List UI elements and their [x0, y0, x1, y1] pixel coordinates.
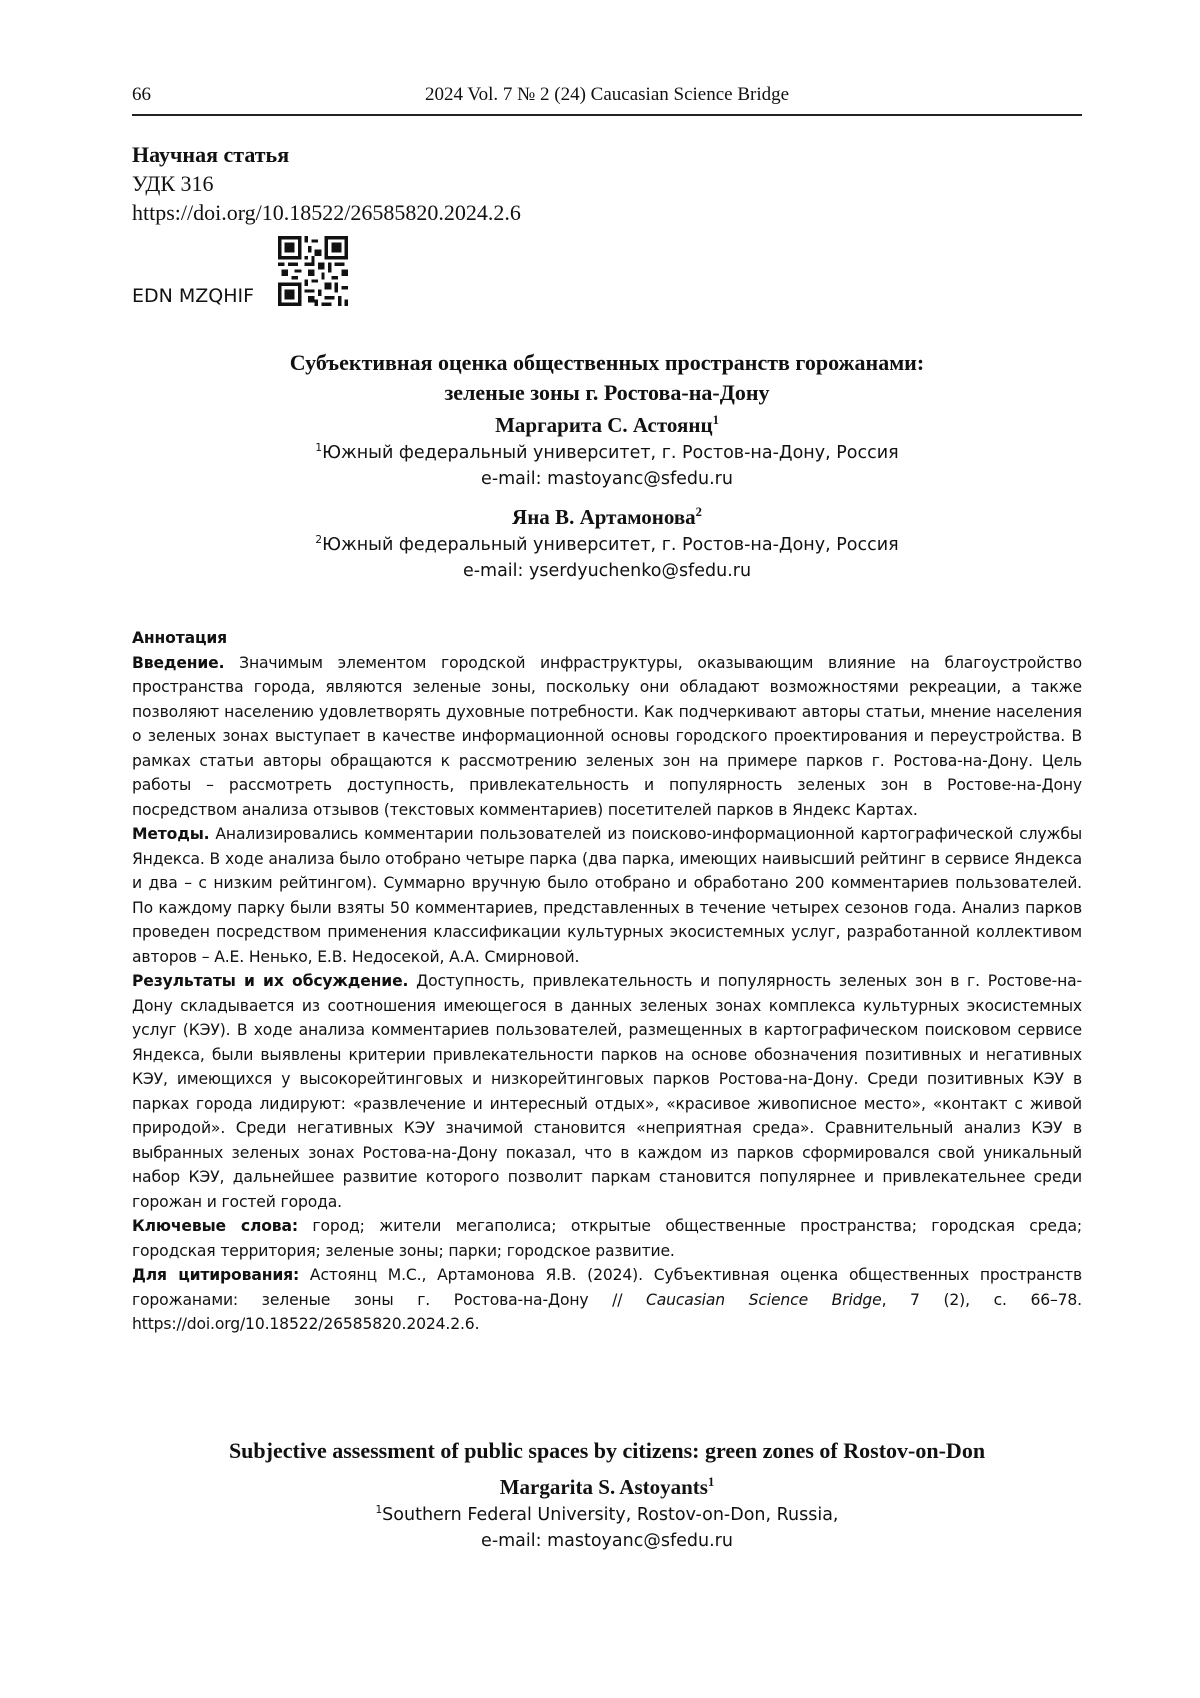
edn-code: EDN MZQHIF [132, 285, 255, 307]
author-name: Яна В. Артамонова$^2$ [512, 505, 702, 529]
page-number: 66 [132, 84, 151, 105]
article-title-ru [132, 348, 1082, 408]
abstract-methods: Методы. Анализировались комментарии пользователей из поисково-информационной картографической службы Яндекса. В ходе анализа было отобрано четыре парка (два парка, имеющих наивысший рейтинг в сервисе Яндекса и два – с низким рейтингом). Суммарно вручную было отобрано и обработано 200 комментариев пользователей. По каждому парку были взяты 50 комментариев, представленных в течение четырех сезонов года. Анализ парков проведен посредством применения классификации культурных экосистемных услуг, разработанной коллективом авторов – А.Е. Ненько, Е.В. Недосекой, А.А. Смирновой. [132, 825, 1082, 966]
journal-title: 2024 Vol. 7 № 2 (24) Caucasian Science Bridge [424, 84, 790, 105]
author-1-block [132, 410, 1082, 492]
doi-link[interactable]: https://doi.org/10.18522/26585820.2024.2.6 [132, 200, 521, 225]
article-title-en: Subjective assessment of public spaces by citizens: green zones of Rostov-on-Don [228, 1438, 986, 1463]
running-header [132, 84, 1082, 116]
abstract-results: Результаты и их обсуждение. Доступность, привлекательность и популярность зеленых зон в г. Ростове-на-Дону складывается из соотношения имеющегося в данных зеленых зонах комплекса культурных экосистемных услуг (КЭУ). В ходе анализа комментариев пользователей, размещенных в картографическом поисковом сервисе Яндекса, были выявлены критерии привлекательности парков на основе обозначения позитивных и негативных КЭУ, имеющихся у высокорейтинговых и низкорейтинговых парков Ростова-на-Дону. Среди позитивных КЭУ в парках города лидируют: «развлечение и интересный отдых», «красивое живописное место», «контакт с живой природой». Среди негативных КЭУ значимой становится «неприятная среда». Сравнительный анализ КЭУ в выбранных зеленых зонах Ростова-на-Дону показал, что в каждом из парков сформировался свой уникальный набор КЭУ, дальнейшее развитие которого позволит паркам становится популярнее и привлекательнее среди горожан и гостей города. [132, 972, 1082, 1211]
author-2-block [132, 502, 1082, 584]
author-en-block [132, 1472, 1082, 1554]
abstract-keywords: Ключевые слова: город; жители мегаполиса; открытые общественные пространства; городская среда; городская территория; зеленые зоны; парки; городское развитие. [132, 1217, 1082, 1260]
abstract [132, 626, 1082, 1337]
author-affiliation: $^2$Южный федеральный университет, г. Ростов-на-Дону, Россия [315, 534, 899, 555]
abstract-heading: Аннотация [132, 629, 228, 647]
article-type: Научная статья [132, 142, 290, 167]
abstract-introduction: Введение. Значимым элементом городской инфраструктуры, оказывающим влияние на благоустройство пространства города, являются зеленые зоны, поскольку они обладают возможностями рекреации, а также позволяют населению удовлетворять духовные потребности. Как подчеркивают авторы статьи, мнение населения о зеленых зонах выступает в качестве информационной основы городского проектирования и переустройства. В рамках статьи авторы обращаются к рассмотрению зеленых зон на примере парков г. Ростова-на-Дону. Цель работы – рассмотреть доступность, привлекательность и популярность зеленых зон в Ростове-на-Дону посредством анализа отзывов (текстовых комментариев) посетителей парков в Яндекс Картах. [132, 653, 1082, 819]
author-affiliation: $^1$Южный федеральный университет, г. Ростов-на-Дону, Россия [315, 442, 899, 463]
author-email[interactable]: e-mail: mastoyanc@sfedu.ru [481, 469, 733, 489]
title-line-2: зеленые зоны г. Ростова-на-Дону [444, 380, 770, 405]
abstract-citation: Для цитирования: Астоянц М.С., Артамонова Я.В. (2024). Субъективная оценка общественных пространств горожанами: зеленые зоны г. Ростова-на-Дону // Caucasian Science Bridge, 7 (2), с. 66–78. https://doi.org/10.18522/26585820.2024.2.6. [132, 1266, 1083, 1333]
udc-code: УДК 316 [132, 171, 214, 196]
title-line-1: Субъективная оценка общественных пространств горожанами: [289, 350, 925, 375]
article-meta [132, 140, 521, 227]
author-name: Маргарита С. Астоянц$^1$ [495, 413, 719, 437]
author-name: Margarita S. Astoyants$^1$ [499, 1475, 715, 1499]
qr-code-icon [278, 236, 348, 306]
author-email[interactable]: e-mail: mastoyanc@sfedu.ru [481, 1531, 733, 1551]
author-affiliation: $^1$Southern Federal University, Rostov-on-Don, Russia, [375, 1504, 839, 1525]
author-email[interactable]: e-mail: yserdyuchenko@sfedu.ru [462, 561, 752, 581]
